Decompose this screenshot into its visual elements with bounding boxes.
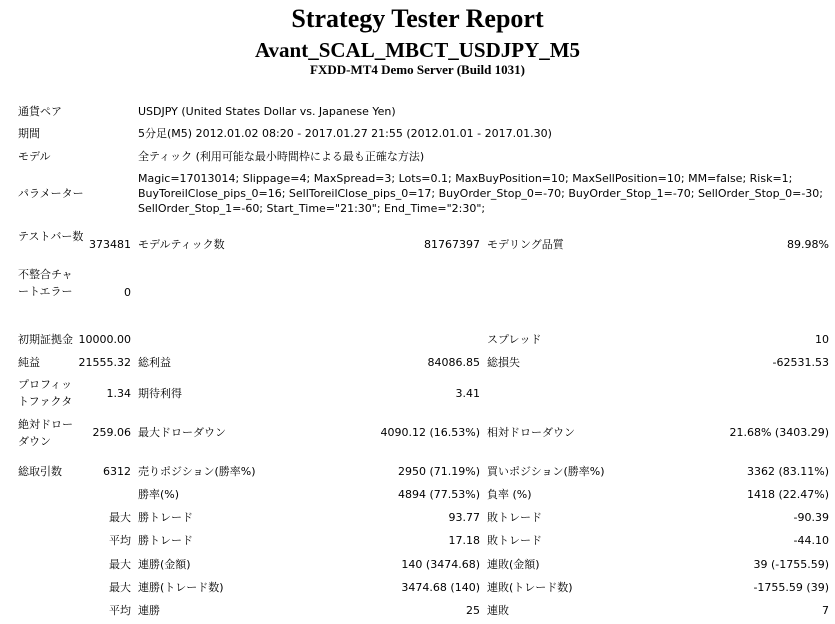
server-name: FXDD-MT4 Demo Server (Build 1031) [310, 62, 525, 77]
deposit-label: 初期証拠金 [18, 333, 73, 346]
average-win-label: 勝トレード [138, 534, 193, 547]
mismatch-value: 0 [124, 286, 131, 299]
report-title: Strategy Tester Report [291, 4, 544, 33]
profit-factor-value: 1.34 [106, 387, 131, 400]
win-rate-value: 4894 (77.53%) [397, 488, 480, 501]
max-consecutive-wins-money-label: 連勝(金額) [138, 558, 191, 571]
average-loss-value: -44.10 [793, 534, 829, 547]
average-consecutive-losses-label: 連敗 [487, 604, 509, 617]
gross-profit-value: 84086.85 [427, 356, 480, 369]
total-trades-value: 6312 [103, 465, 131, 478]
largest-loss-label: 敗トレード [487, 511, 542, 524]
total-trades-label: 総取引数 [18, 465, 62, 478]
maximal-drawdown-value: 4090.12 (16.53%) [380, 426, 480, 439]
average-win-value: 17.18 [448, 534, 480, 547]
parameters-line-1: Magic=17013014; Slippage=4; MaxSpread=3; Lots=0.1; MaxBuyPosition=10; MaxSellPosition=10; MM=false; Risk=1; [138, 172, 793, 185]
max-consecutive-wins-money-value: 140 (3474.68) [401, 558, 480, 571]
gross-profit-label: 総利益 [138, 356, 171, 369]
average-consecutive-prefix: 平均 [109, 604, 131, 617]
average-consecutive-wins-value: 25 [466, 604, 480, 617]
expected-payoff-label: 期待利得 [138, 387, 182, 400]
max-consecutive-losses-trades-value: -1755.59 (39) [753, 581, 829, 594]
deposit-value: 10000.00 [78, 333, 131, 346]
average-consecutive-wins-label: 連勝 [138, 604, 160, 617]
win-rate-label: 勝率(%) [138, 488, 180, 501]
loss-rate-label: 負率 (%) [487, 488, 532, 501]
long-positions-value: 3362 (83.11%) [746, 465, 829, 478]
gross-loss-label: 総損失 [487, 356, 520, 369]
profit-factor-label: プロフィットファクタ [18, 378, 73, 408]
average-prefix: 平均 [109, 534, 131, 547]
expected-payoff-value: 3.41 [455, 387, 480, 400]
absolute-drawdown-value: 259.06 [92, 426, 131, 439]
average-consecutive-losses-value: 7 [822, 604, 829, 617]
max-consecutive-losses-money-label: 連敗(金額) [487, 558, 540, 571]
average-loss-label: 敗トレード [487, 534, 542, 547]
report-subtitle: Avant_SCAL_MBCT_USDJPY_M5 [254, 38, 581, 62]
model-value: 全ティック (利用可能な最小時間枠による最も正確な方法) [138, 150, 425, 163]
max-consecutive-wins-trades-label: 連勝(トレード数) [138, 581, 224, 594]
loss-rate-value: 1418 (22.47%) [746, 488, 829, 501]
bars-value: 373481 [89, 238, 131, 251]
period-label: 期間 [18, 127, 40, 140]
short-positions-value: 2950 (71.19%) [397, 465, 480, 478]
parameters-line-3: SellOrder_Stop_1=-60; Start_Time="21:30"; End_Time="2:30"; [138, 202, 486, 215]
model-label: モデル [18, 150, 51, 163]
spread-value: 10 [815, 333, 829, 346]
largest-win-value: 93.77 [448, 511, 480, 524]
quality-label: モデリング品質 [487, 238, 564, 251]
spread-label: スプレッド [487, 333, 542, 346]
net-profit-label: 純益 [18, 356, 40, 369]
maximal-drawdown-label: 最大ドローダウン [138, 426, 226, 439]
max-consecutive-losses-money-value: 39 (-1755.59) [753, 558, 829, 571]
largest-loss-value: -90.39 [793, 511, 829, 524]
largest-win-label: 勝トレード [138, 511, 193, 524]
long-positions-label: 買いポジション(勝率%) [487, 465, 605, 478]
max-consecutive-losses-trades-label: 連敗(トレード数) [487, 581, 573, 594]
period-value: 5分足(M5) 2012.01.02 08:20 - 2017.01.27 21:55 (2012.01.01 - 2017.01.30) [138, 127, 552, 140]
max-consecutive-wins-trades-value: 3474.68 (140) [401, 581, 480, 594]
relative-drawdown-value: 21.68% (3403.29) [729, 426, 829, 439]
pair-value: USDJPY (United States Dollar vs. Japanese Yen) [138, 105, 396, 118]
net-profit-value: 21555.32 [78, 356, 131, 369]
gross-loss-value: -62531.53 [772, 356, 829, 369]
ticks-value: 81767397 [424, 238, 480, 251]
quality-value: 89.98% [787, 238, 829, 251]
mismatch-label: 不整合チャートエラー [18, 268, 73, 298]
ticks-label: モデルティック数 [138, 238, 225, 251]
relative-drawdown-label: 相対ドローダウン [487, 426, 575, 439]
pair-label: 通貨ペア [18, 105, 62, 118]
max-consecutive-money-prefix: 最大 [109, 558, 131, 571]
parameters-label: パラメーター [18, 187, 84, 200]
parameters-line-2: BuyToreilClose_pips_0=16; SellToreilClose_pips_0=17; BuyOrder_Stop_0=-70; BuyOrder_Stop_1=-70; SellOrder_Stop_0=-30; [138, 187, 824, 200]
max-consecutive-trades-prefix: 最大 [109, 581, 131, 594]
bars-label: テストバー数 [18, 230, 84, 243]
largest-prefix: 最大 [109, 511, 131, 524]
short-positions-label: 売りポジション(勝率%) [138, 465, 256, 478]
absolute-drawdown-label: 絶対ドローダウン [18, 418, 73, 448]
